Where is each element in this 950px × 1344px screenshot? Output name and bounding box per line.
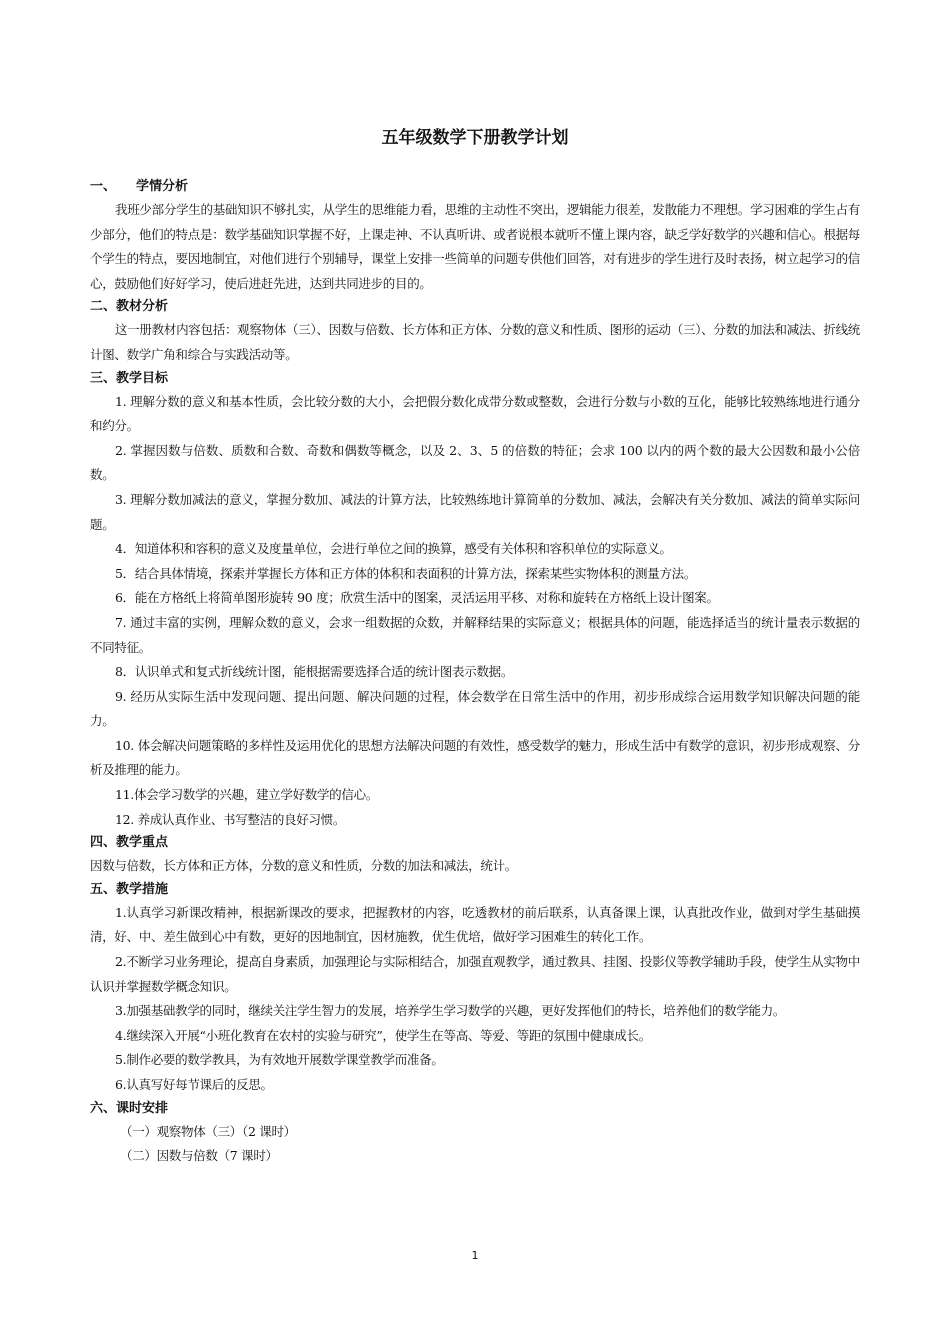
- goal-item: 3. 理解分数加减法的意义，掌握分数加、减法的计算方法，比较熟练地计算简单的分数加、减法，会解决有关分数加、减法的简单实际问题。: [90, 491, 860, 532]
- measure-item: 1.认真学习新课改精神，根据新课改的要求，把握教材的内容，吃透教材的前后联系，认真备课上课，认真批改作业，做到对学生基础摸清，好、中、差生做到心中有数，更好的因地制宜，因材施教，优生优培，做好学习困难生的转化工作。: [90, 904, 860, 945]
- document-title: 五年级数学下册教学计划: [381, 128, 569, 148]
- section-title: 教学措施: [116, 881, 169, 897]
- section-title: 教学重点: [116, 835, 169, 851]
- section-number: 四、: [90, 835, 117, 851]
- section-number: 二、: [90, 299, 117, 315]
- measure-item: 4.继续深入开展“小班化教育在农村的实验与研究”，使学生在等高、等爱、等距的氛围中健康成长。: [115, 1027, 651, 1043]
- goal-item: 10. 体会解决问题策略的多样性及运用优化的思想方法解决问题的有效性，感受数学的魅力，形成生活中有数学的意识，初步形成观察、分析及推理的能力。: [90, 737, 860, 778]
- goal-item: 2. 掌握因数与倍数、质数和合数、奇数和偶数等概念，以及 2、3、5 的倍数的特征；会求 100 以内的两个数的最大公因数和最小公倍数。: [90, 442, 860, 483]
- section-heading: [90, 296, 860, 318]
- goal-item: 6．能在方格纸上将简单图形旋转 90 度；欣赏生活中的图案，灵活运用平移、对称和旋转在方格纸上设计图案。: [115, 590, 719, 606]
- section-number: 三、: [90, 370, 117, 386]
- section-title: 教学目标: [116, 370, 169, 386]
- goal-item: 8．认识单式和复式折线统计图，能根据需要选择合适的统计图表示数据。: [115, 664, 514, 680]
- schedule-item: （一）观察物体（三）（2 课时）: [120, 1123, 296, 1139]
- section-title: 教材分析: [116, 299, 169, 315]
- measure-item: 5.制作必要的数学教具，为有效地开展数学课堂教学而准备。: [115, 1052, 444, 1068]
- goal-item: 11.体会学习数学的兴趣，建立学好数学的信心。: [115, 787, 378, 803]
- goal-item: 5．结合具体情境，探索并掌握长方体和正方体的体积和表面积的计算方法，探索某些实物体积的测量方法。: [115, 565, 697, 581]
- paragraph: 这一册教材内容包括：观察物体（三）、因数与倍数、长方体和正方体、分数的意义和性质、图形的运动（三）、分数的加法和减法、折线统计图、数学广角和综合与实践活动等。: [90, 322, 860, 362]
- section-teaching-measures: [90, 879, 860, 1098]
- paragraph: 我班少部分学生的基础知识不够扎实，从学生的思维能力看，思维的主动性不突出，逻辑能力很差，发散能力不理想。学习困难的学生占有少部分，他们的特点是：数学基础知识掌握不好，上课走神、不认真听讲、或者说根本就听不懂上课内容，缺乏学好数学的兴趣和信心。根据每个学生的特点，要因地制宜，对他们进行个别辅导，课堂上安排一些简单的问题专供他们回答，对有进步的学生进行及时表扬，树立起学习的信心，鼓励他们好好学习，使后进赶先进，达到共同进步的目的。: [90, 202, 860, 291]
- measure-item: 6.认真写好每节课后的反思。: [115, 1077, 273, 1092]
- section-number: 五、: [90, 881, 117, 897]
- measure-item: 2.不断学习业务理论，提高自身素质，加强理论与实际相结合，加强直观教学，通过教具、挂图、投影仪等教学辅助手段，使学生从实物中认识并掌握数学概念知识。: [90, 954, 860, 994]
- goal-item: 12. 养成认真作业、书写整洁的良好习惯。: [115, 811, 346, 827]
- paragraph: 因数与倍数，长方体和正方体，分数的意义和性质，分数的加法和减法，统计。: [90, 858, 518, 874]
- section-student-analysis: [90, 176, 860, 296]
- section-title: 课时安排: [116, 1100, 169, 1116]
- section-key-points: [90, 832, 860, 879]
- goal-item: 1. 理解分数的意义和基本性质，会比较分数的大小，会把假分数化成带分数或整数，会进行分数与小数的互化，能够比较熟练地进行通分和约分。: [90, 393, 860, 434]
- goal-item: 4．知道体积和容积的意义及度量单位，会进行单位之间的换算，感受有关体积和容积单位的实际意义。: [115, 541, 672, 557]
- section-number: 一、: [90, 179, 117, 194]
- goal-item: 9. 经历从实际生活中发现问题、提出问题、解决问题的过程，体会数学在日常生活中的作用，初步形成综合运用数学知识解决问题的能力。: [90, 688, 860, 729]
- section-number: 六、: [90, 1100, 117, 1116]
- section-lesson-schedule: [90, 1098, 860, 1169]
- section-heading: [90, 832, 860, 854]
- section-heading: [90, 879, 860, 901]
- measure-item: 3.加强基础教学的同时，继续关注学生智力的发展，培养学生学习数学的兴趣，更好发挥他们的特长，培养他们的数学能力。: [115, 1003, 786, 1019]
- page-number: 1: [471, 1249, 479, 1262]
- section-heading: [90, 368, 860, 390]
- schedule-item: （二）因数与倍数（7 课时）: [120, 1148, 278, 1164]
- section-heading: [90, 1098, 860, 1120]
- document-body: [90, 176, 860, 1169]
- section-teaching-goals: [90, 368, 860, 833]
- section-title: 学情分析: [136, 179, 189, 194]
- section-textbook-analysis: [90, 296, 860, 367]
- goal-item: 7. 通过丰富的实例，理解众数的意义，会求一组数据的众数，并解释结果的实际意义；根据具体的问题，能选择适当的统计量表示数据的不同特征。: [90, 614, 860, 655]
- document-page: [90, 0, 860, 1344]
- section-heading: [90, 176, 860, 198]
